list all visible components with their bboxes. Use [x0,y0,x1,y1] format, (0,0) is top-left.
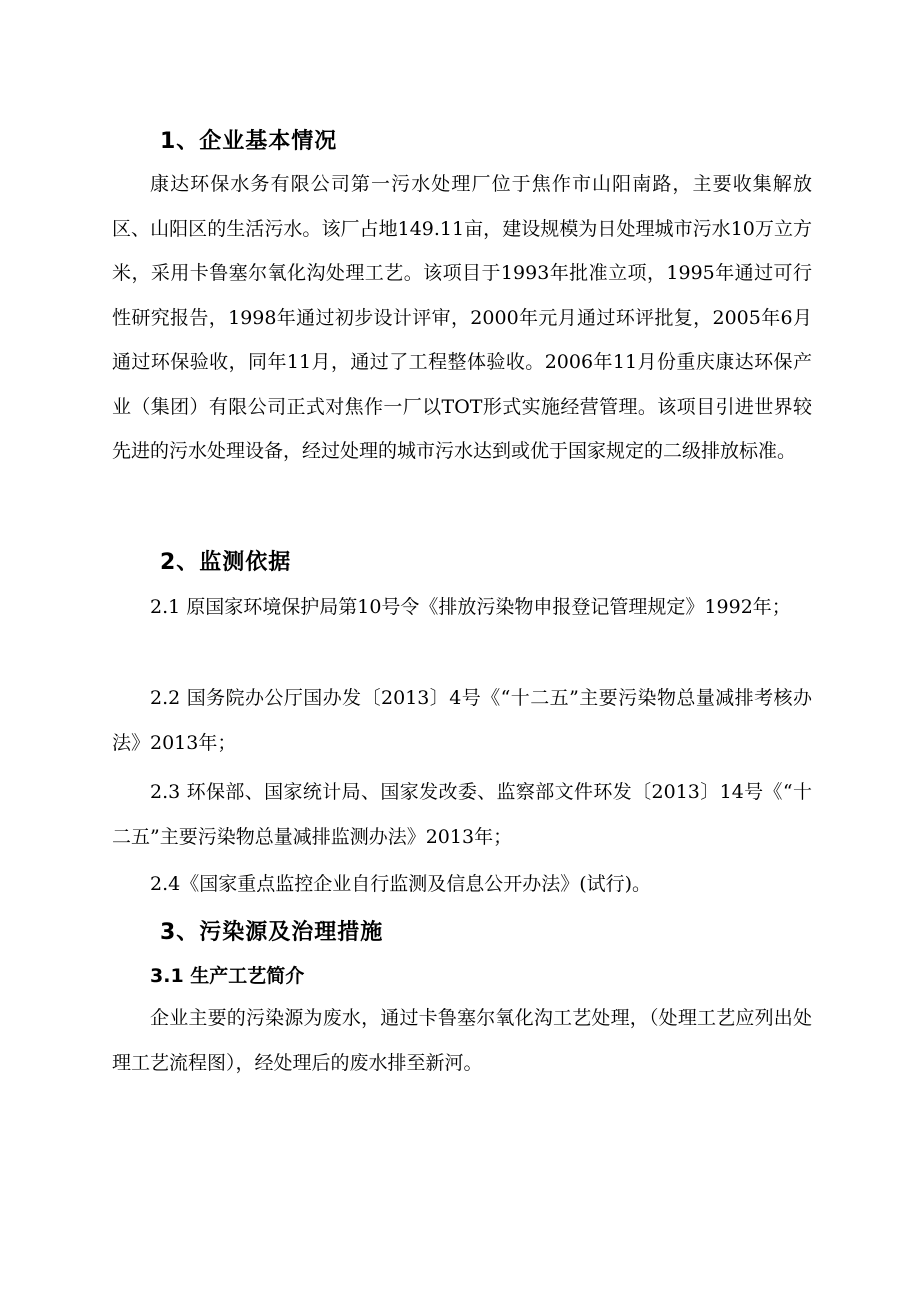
section-2-heading: 2、监测依据 [160,550,292,575]
section-1-heading: 1、企业基本情况 [160,129,338,154]
section-3-1-heading: 3.1 生产工艺简介 [150,965,305,987]
section-2-item-1: 2.1 原国家环境保护局第10号令《排放污染物申报登记管理规定》1992年； [150,596,791,618]
section-2-item-2: 2.2 国务院办公厅国办发〔2013〕4号《“十二五”主要污染物总量减排考核办法》2013年； [112,687,812,754]
section-2-item-3: 2.3 环保部、国家统计局、国家发改委、监察部文件环发〔2013〕14号《“十二五”主要污染物总量减排监测办法》2013年； [112,781,812,848]
section-3-heading: 3、污染源及治理措施 [160,920,384,945]
section-2-item-4: 2.4《国家重点监控企业自行监测及信息公开办法》(试行)。 [150,873,652,895]
section-3-1-paragraph: 企业主要的污染源为废水，通过卡鲁塞尔氧化沟工艺处理，（处理工艺应列出处理工艺流程图），经处理后的废水排至新河。 [112,1007,812,1074]
section-1-paragraph: 康达环保水务有限公司第一污水处理厂位于焦作市山阳南路，主要收集解放区、山阳区的生活污水。该厂占地149.11亩，建设规模为日处理城市污水10万立方米，采用卡鲁塞尔氧化沟处理工艺。该项目于1993年批准立项，1995年通过可行性研究报告，1998年通过初步设计评审，2000年元月通过环评批复，2005年6月通过环保验收，同年11月，通过了工程整体验收。2006年11月份重庆康达环保产业（集团）有限公司正式对焦作一厂以TOT形式实施经营管理。该项目引进世界较先进的污水处理设备，经过处理的城市污水达到或优于国家规定的二级排放标准。 [112,173,812,462]
